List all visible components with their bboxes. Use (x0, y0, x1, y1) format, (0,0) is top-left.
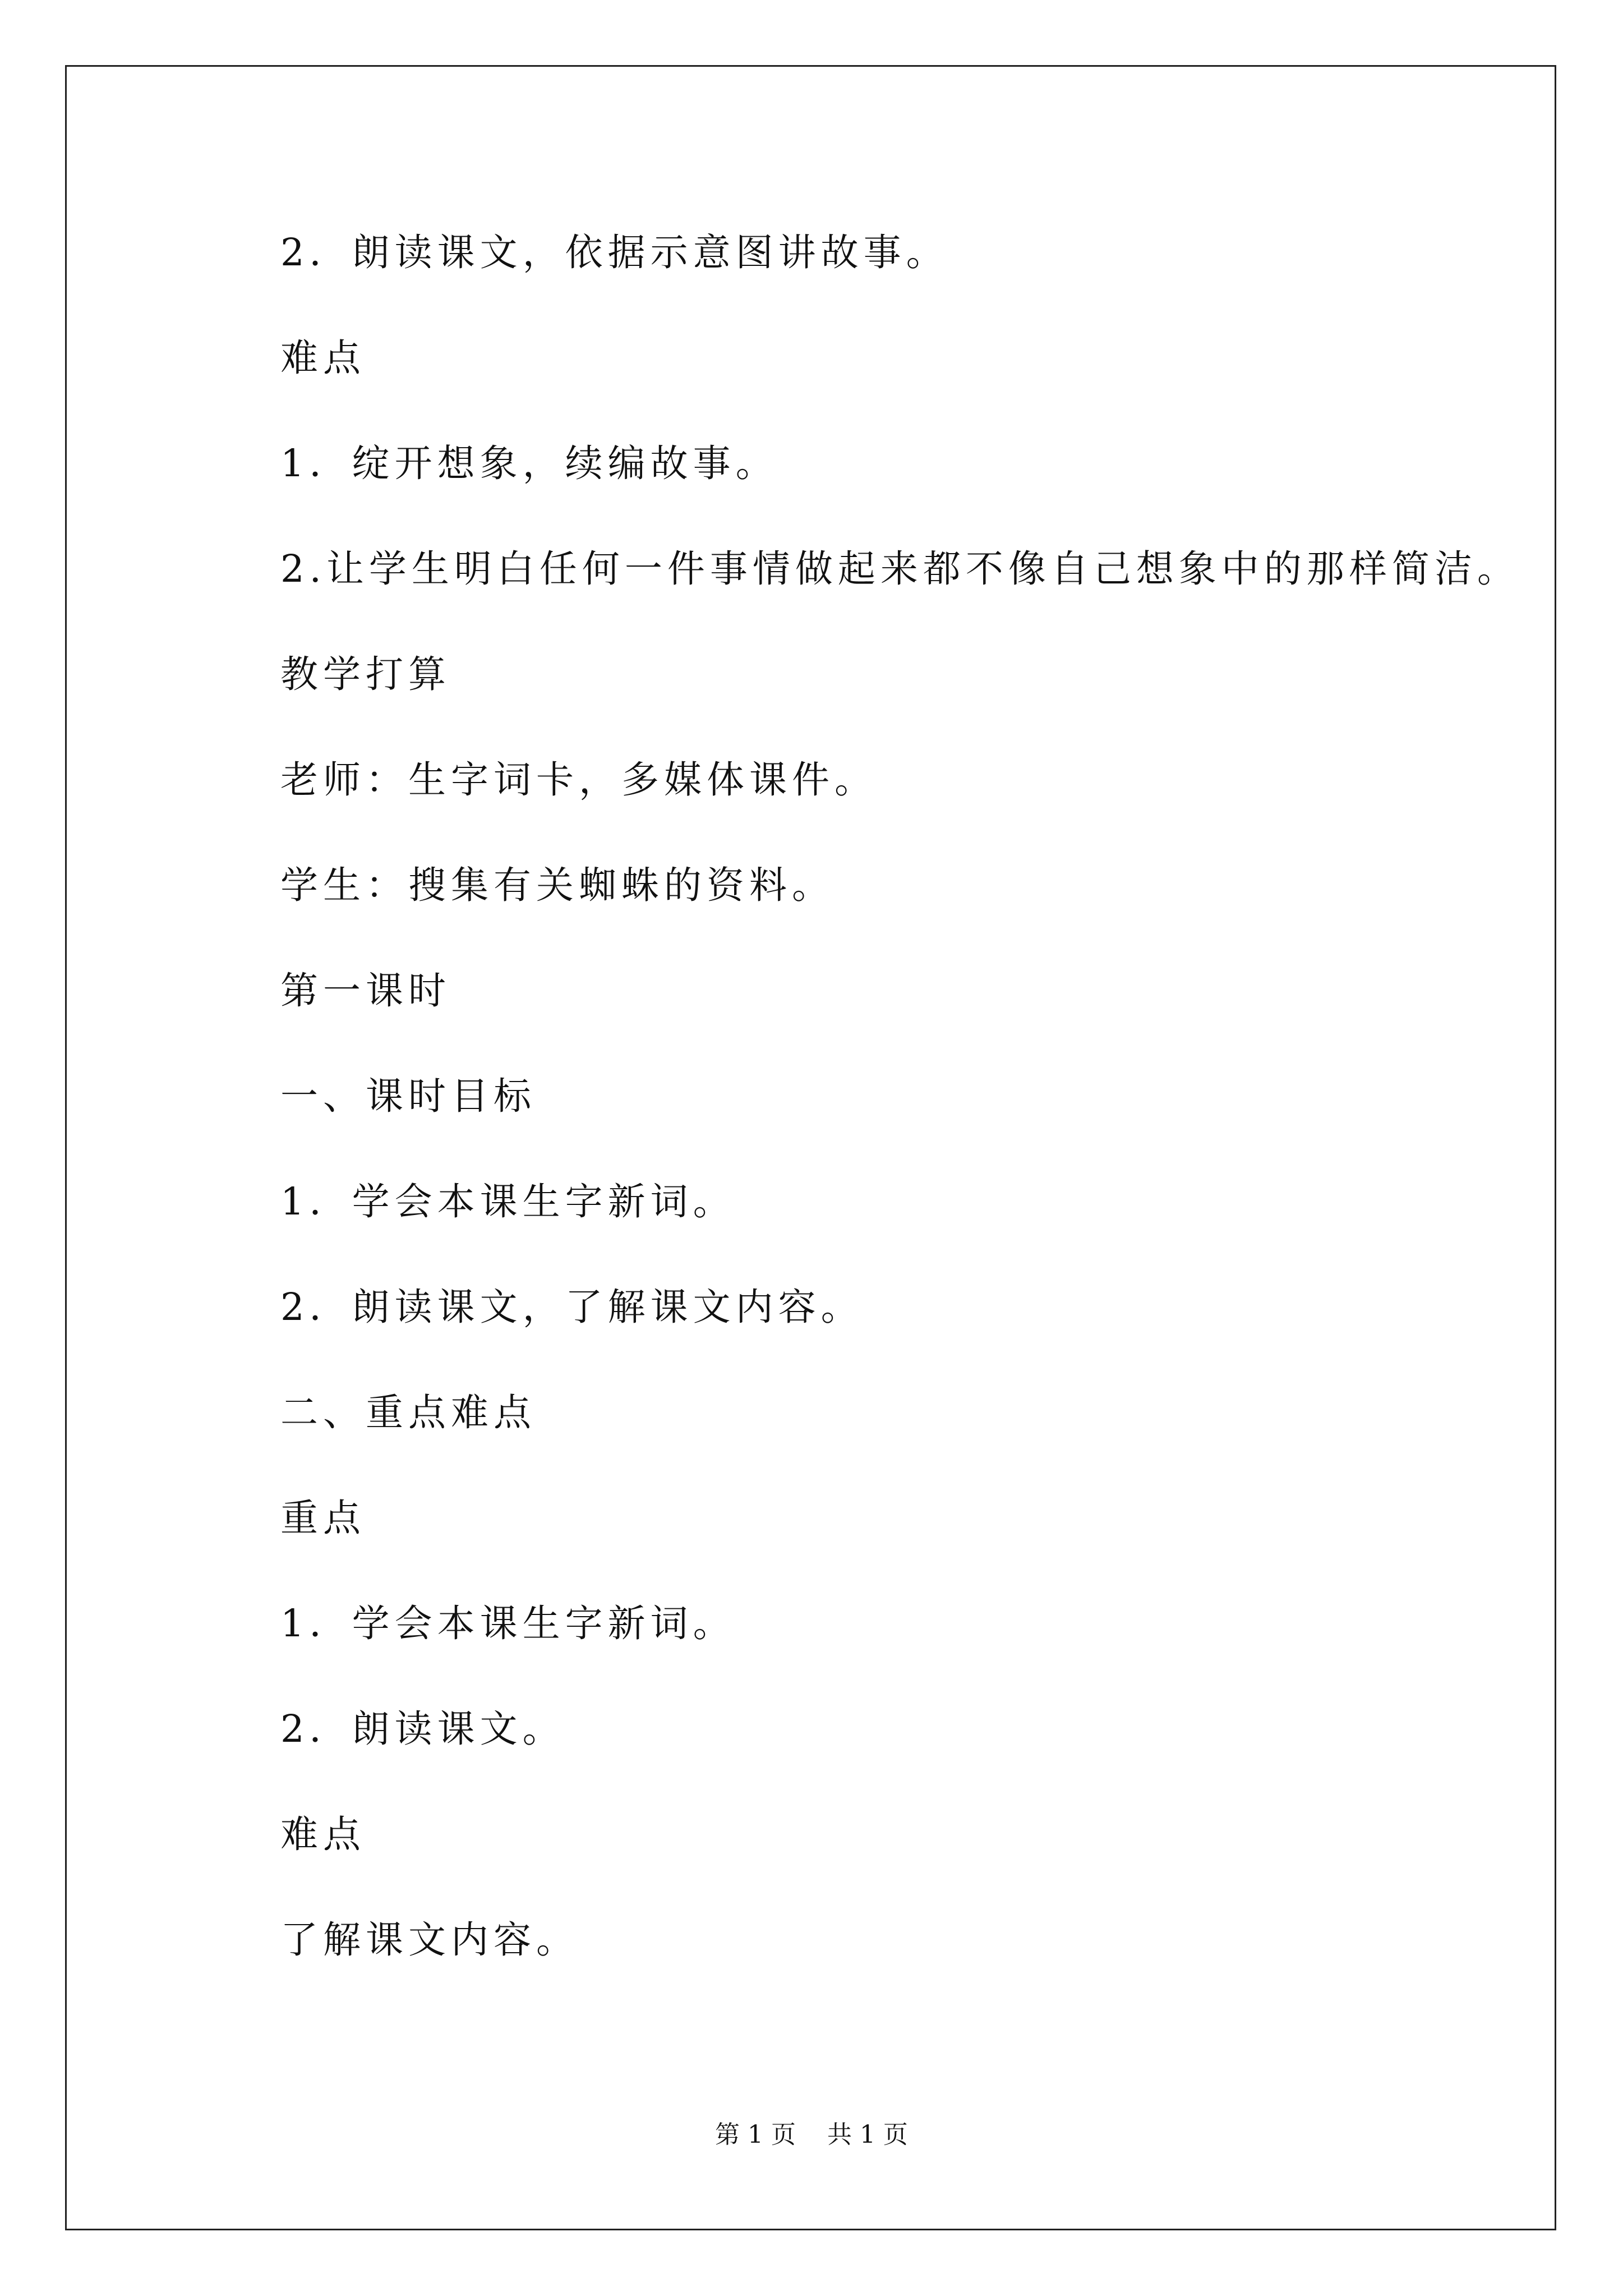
text-line: 了解课文内容。 (280, 1918, 579, 1962)
text-line: 学生：搜集有关蜘蛛的资料。 (280, 863, 834, 907)
page-footer: 第 1 页 共 1 页 (715, 2120, 908, 2149)
section-heading: 难点 (280, 1812, 366, 1856)
text-line: 1．学会本课生字新词。 (280, 1180, 736, 1223)
text-line: 2．朗读课文，了解课文内容。 (280, 1285, 864, 1329)
section-heading: 教学打算 (280, 652, 451, 696)
text-line: 2．朗读课文。 (280, 1707, 565, 1751)
document-body (280, 219, 1520, 2012)
section-heading: 重点 (280, 1496, 366, 1540)
section-heading: 一、课时目标 (280, 1074, 536, 1118)
text-line: 1．绽开想象，续编故事。 (280, 441, 778, 485)
section-heading: 难点 (280, 336, 366, 380)
text-line: 2．朗读课文，依据示意图讲故事。 (280, 231, 949, 274)
text-line: 1．学会本课生字新词。 (280, 1602, 736, 1645)
text-line: 2.让学生明白任何一件事情做起来都不像自己想象中的那样简洁。 (280, 547, 1520, 591)
text-line: 老师：生字词卡，多媒体课件。 (280, 758, 877, 802)
section-heading: 二、重点难点 (280, 1391, 536, 1434)
section-heading: 第一课时 (280, 969, 451, 1013)
